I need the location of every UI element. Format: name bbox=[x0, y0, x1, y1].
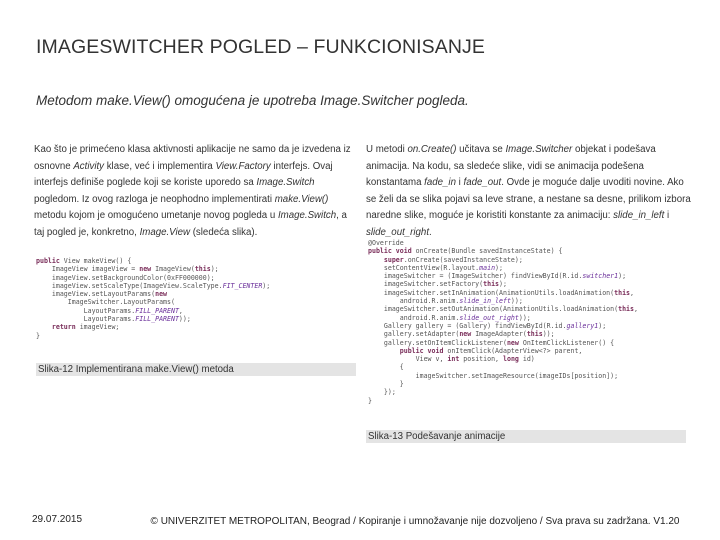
italic-term: View.Factory bbox=[215, 160, 271, 172]
text-run: . bbox=[429, 226, 432, 238]
text-run: , a taj pogled je, konkretno, bbox=[34, 210, 347, 238]
text-run: metodu kojom je omogućeno umetanje novog pogleda u bbox=[34, 210, 278, 222]
text-run: učitava se bbox=[456, 144, 506, 155]
left-paragraph bbox=[34, 142, 352, 242]
text-run: (sledeća slika). bbox=[190, 226, 258, 238]
italic-term: fade_out bbox=[463, 177, 502, 189]
footer-date: 29.07.2015 bbox=[32, 514, 83, 525]
footer-copyright: © UNIVERZITET METROPOLITAN, Beograd / Kopiranje i umnožavanje nije dozvoljeno / Sva prava su zadržana. V1.20 bbox=[150, 516, 680, 527]
text-run: i bbox=[664, 210, 670, 222]
text-run: objekat i podešava animacija. Na kodu, sa sledeće slike, vidi se animacija podešena konstantama bbox=[366, 144, 656, 189]
figure-caption-12: Slika-12 Implementirana make.View() metoda bbox=[36, 363, 356, 376]
text-run: pogledom. Iz ovog razloga je neophodno implementirati bbox=[34, 193, 275, 205]
slide-title: IMAGESWITCHER POGLED – FUNKCIONISANJE bbox=[36, 36, 486, 58]
italic-term: Image.Switcher bbox=[505, 144, 573, 155]
text-run: U metodi bbox=[366, 144, 408, 155]
italic-term: make.View() bbox=[274, 193, 329, 205]
text-run: Kao što je primećeno klasa aktivnosti aplikacije ne samo da je izvedena iz osnovne bbox=[34, 144, 351, 172]
italic-term: Activity bbox=[73, 160, 105, 172]
italic-term: Image.Switch bbox=[277, 210, 337, 222]
code-image-makeview: public View makeView() { ImageView imageView = new ImageView(this); imageView.setBackgroundColor(0xFF000000); imageView.setScaleType(ImageView.ScaleType.FIT_CENTER); imageView.setLayoutParams(new ImageSwitcher.LayoutParams( LayoutParams.FILL_PARENT, LayoutParams.FILL_PARENT)); return imageView; } bbox=[36, 257, 271, 340]
italic-term: on.Create() bbox=[407, 144, 457, 155]
text-run: interfejs. Ovaj interfejs definiše poglede koji se koriste uporedo sa bbox=[34, 160, 333, 189]
text-run: klase, već i implementira bbox=[104, 160, 216, 172]
italic-term: fade_in bbox=[424, 177, 456, 189]
code-image-oncreate: @Override public void onCreate(Bundle savedInstanceState) { super.onCreate(savedInstanceState); setContentView(R.layout.main); imageSwitcher = (ImageSwitcher) findViewById(R.id.switcher1); imageSwitcher.setFactory(this); imageSwitcher.setInAnimation(AnimationUtils.loadAnimation(this, android.R.anim.slide_in_left)); imageSwitcher.setOutAnimation(AnimationUtils.loadAnimation(this, android.R.anim.slide_out_right)); Gallery gallery = (Gallery) findViewById(R.id.gallery1); gallery.setAdapter(new ImageAdapter(this)); gallery.setOnItemClickListener(new OnItemClickListener() { public void onItemClick(AdapterView<?> parent, View v, int position, long id) { imageSwitcher.setImageResource(imageIDs[position]); } }); } bbox=[368, 239, 638, 405]
right-paragraph bbox=[366, 142, 696, 242]
figure-caption-13: Slika-13 Podešavanje animacije bbox=[366, 430, 686, 443]
slide-subtitle: Metodom make.View() omogućena je upotreba Image.Switcher pogleda. bbox=[36, 93, 469, 108]
italic-term: slide_out_right bbox=[366, 226, 430, 238]
italic-term: slide_in_left bbox=[613, 210, 665, 222]
text-run: i bbox=[455, 177, 464, 189]
italic-term: Image.Switch bbox=[256, 177, 315, 189]
text-run: . Ovde je moguće dalje uvoditi novine. Ako se želi da se slika pojavi sa leve strane, a nestane sa desne, prilikom izbora naredne slike, moguće je koristiti konstante za animaciju: bbox=[366, 177, 691, 222]
italic-term: Image.View bbox=[139, 226, 191, 238]
